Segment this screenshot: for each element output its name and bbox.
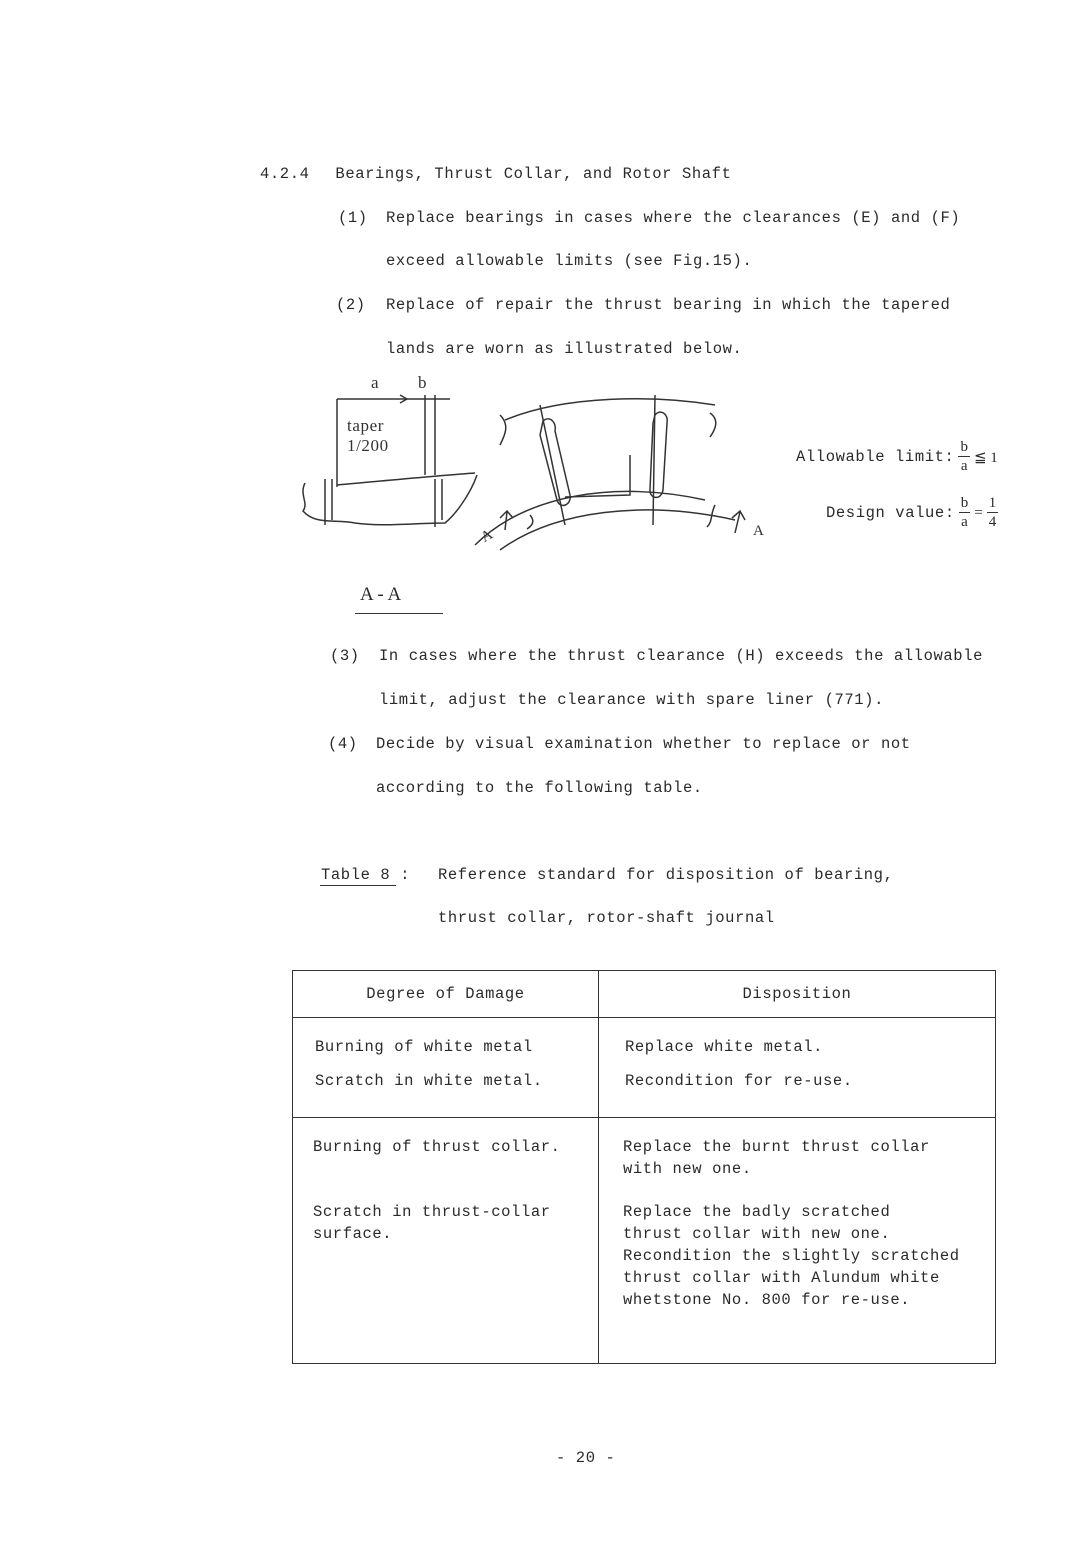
allowable-rhs: ≦ 1 xyxy=(973,449,998,466)
item-1-number: (1) xyxy=(338,209,368,227)
table-caption-underline xyxy=(320,885,396,886)
item-2-line2: lands are worn as illustrated below. xyxy=(386,340,743,358)
section-title: Bearings, Thrust Collar, and Rotor Shaft xyxy=(335,165,732,183)
table-row xyxy=(293,1018,996,1118)
disposition-text: thrust collar with Alundum white xyxy=(623,1269,940,1287)
item-2-line1: Replace of repair the thrust bearing in which the tapered xyxy=(386,296,951,314)
table-cell-damage xyxy=(293,1018,599,1118)
disposition-text: whetstone No. 800 for re-use. xyxy=(623,1291,911,1309)
design-rhs-numerator: 1 xyxy=(988,495,997,511)
header-disposition: Disposition xyxy=(599,971,996,1018)
disposition-text: Recondition for re-use. xyxy=(625,1072,853,1090)
table-row xyxy=(293,1118,996,1364)
item-4-line2: according to the following table. xyxy=(376,779,703,797)
item-2-number: (2) xyxy=(336,296,366,314)
section-mark: A - A xyxy=(360,584,402,605)
table-header-row xyxy=(293,971,996,1018)
design-fraction xyxy=(959,496,971,530)
item-3-line2: limit, adjust the clearance with spare liner (771). xyxy=(379,691,884,709)
disposition-text: Replace the badly scratched xyxy=(623,1203,891,1221)
disposition-table xyxy=(292,970,996,1364)
table-cell-damage xyxy=(293,1118,599,1364)
section-mark-underline xyxy=(355,613,443,614)
item-1-line2: exceed allowable limits (see Fig.15). xyxy=(386,252,753,270)
design-rhs-fraction xyxy=(987,496,999,530)
figure-arrow-label-left: A xyxy=(478,526,497,546)
design-rhs-denominator: 4 xyxy=(988,514,997,530)
table-caption-label: Table 8 : xyxy=(321,866,411,884)
allowable-limit-label: Allowable limit: xyxy=(796,448,955,466)
figure-label-b: b xyxy=(418,375,428,392)
allowable-fraction xyxy=(958,440,970,474)
damage-text: Scratch in thrust-collar xyxy=(313,1203,551,1221)
table-caption-line2: thrust collar, rotor-shaft journal xyxy=(438,909,775,927)
item-3-number: (3) xyxy=(330,647,360,665)
figure-label-a: a xyxy=(371,375,380,392)
table-caption-line1: Reference standard for disposition of bearing, xyxy=(438,866,894,884)
damage-text: Scratch in white metal. xyxy=(315,1072,543,1090)
damage-text: surface. xyxy=(313,1225,393,1243)
table-cell-disposition xyxy=(599,1018,996,1118)
allowable-limit-formula xyxy=(796,440,998,474)
disposition-text: Replace the burnt thrust collar xyxy=(623,1138,930,1156)
disposition-text: thrust collar with new one. xyxy=(623,1225,891,1243)
figure-arrow-label-right: A xyxy=(753,523,765,539)
allowable-numerator: b xyxy=(960,439,968,455)
section-number: 4.2.4 xyxy=(260,165,310,183)
header-degree-of-damage: Degree of Damage xyxy=(293,971,599,1018)
figure-taper-line1: taper xyxy=(347,416,384,435)
disposition-text: Recondition the slightly scratched xyxy=(623,1247,960,1265)
tapered-land-figure xyxy=(295,375,795,565)
table-cell-disposition xyxy=(599,1118,996,1364)
allowable-denominator: a xyxy=(960,458,968,474)
item-4-number: (4) xyxy=(328,735,358,753)
disposition-text: with new one. xyxy=(623,1160,752,1178)
section-heading xyxy=(260,165,731,183)
page-number: - 20 - xyxy=(556,1449,616,1467)
damage-text: Burning of thrust collar. xyxy=(313,1138,561,1156)
item-3-line1: In cases where the thrust clearance (H) exceeds the allowable xyxy=(379,647,983,665)
design-value-formula xyxy=(826,496,1002,530)
item-4-line1: Decide by visual examination whether to replace or not xyxy=(376,735,911,753)
design-value-label: Design value: xyxy=(826,504,955,522)
disposition-text: Replace white metal. xyxy=(625,1038,824,1056)
figure-taper-line2: 1/200 xyxy=(347,436,389,455)
design-denominator: a xyxy=(961,514,968,530)
design-equals: = xyxy=(974,504,983,521)
design-numerator: b xyxy=(960,495,969,511)
damage-text: Burning of white metal xyxy=(315,1038,533,1056)
item-1-line1: Replace bearings in cases where the clearances (E) and (F) xyxy=(386,209,961,227)
